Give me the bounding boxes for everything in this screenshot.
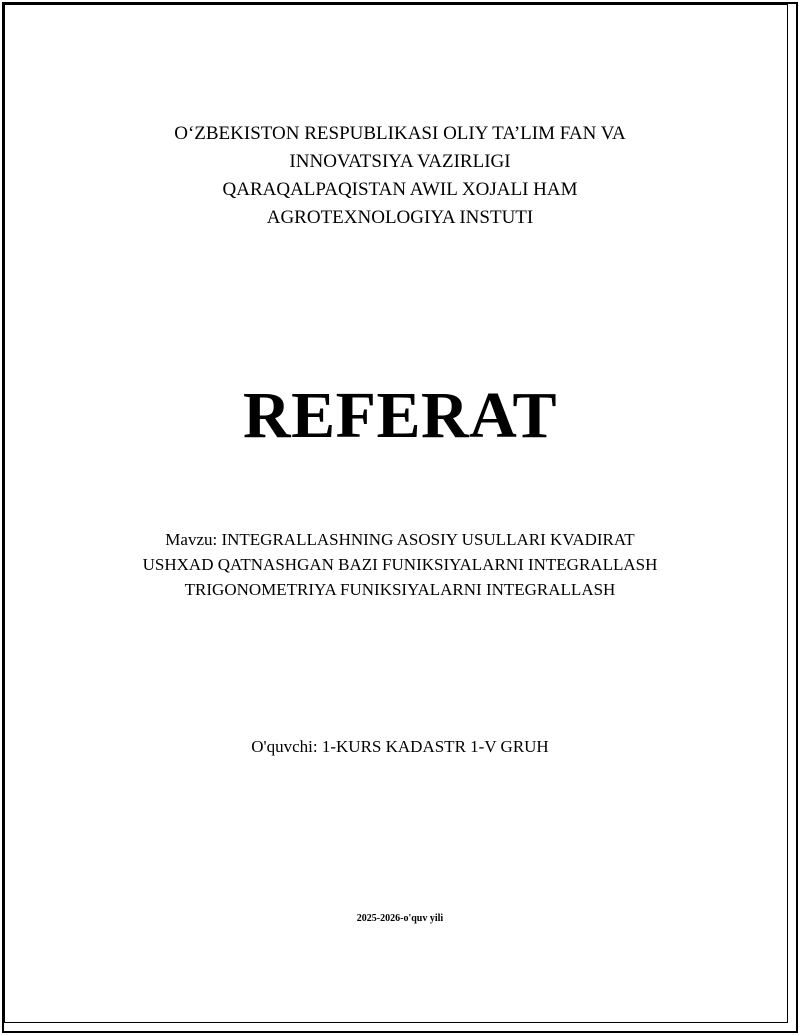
institution-line: QARAQALPAQISTAN AWIL XOJALI HAM xyxy=(222,179,578,200)
topic-block xyxy=(0,527,800,602)
institution-line: AGROTEXNOLOGIYA INSTUTI xyxy=(266,207,534,228)
institution-line: O‘ZBEKISTON RESPUBLIKASI OLIY TA’LIM FAN VA xyxy=(174,123,626,144)
topic-line: Mavzu: INTEGRALLASHNING ASOSIY USULLARI KVADIRAT xyxy=(165,530,635,549)
topic-line: USHXAD QATNASHGAN BAZI FUNIKSIYALARNI INTEGRALLASH xyxy=(142,555,658,574)
topic-line: TRIGONOMETRIYA FUNIKSIYALARNI INTEGRALLASH xyxy=(184,580,616,599)
student-info: O'quvchi: 1-KURS KADASTR 1-V GRUH xyxy=(251,737,549,756)
institution-line: INNOVATSIYA VAZIRLIGI xyxy=(289,151,511,172)
document-title: REFERAT xyxy=(243,379,557,452)
academic-year: 2025-2026-o'quv yili xyxy=(356,913,444,924)
institution-header xyxy=(0,120,800,232)
